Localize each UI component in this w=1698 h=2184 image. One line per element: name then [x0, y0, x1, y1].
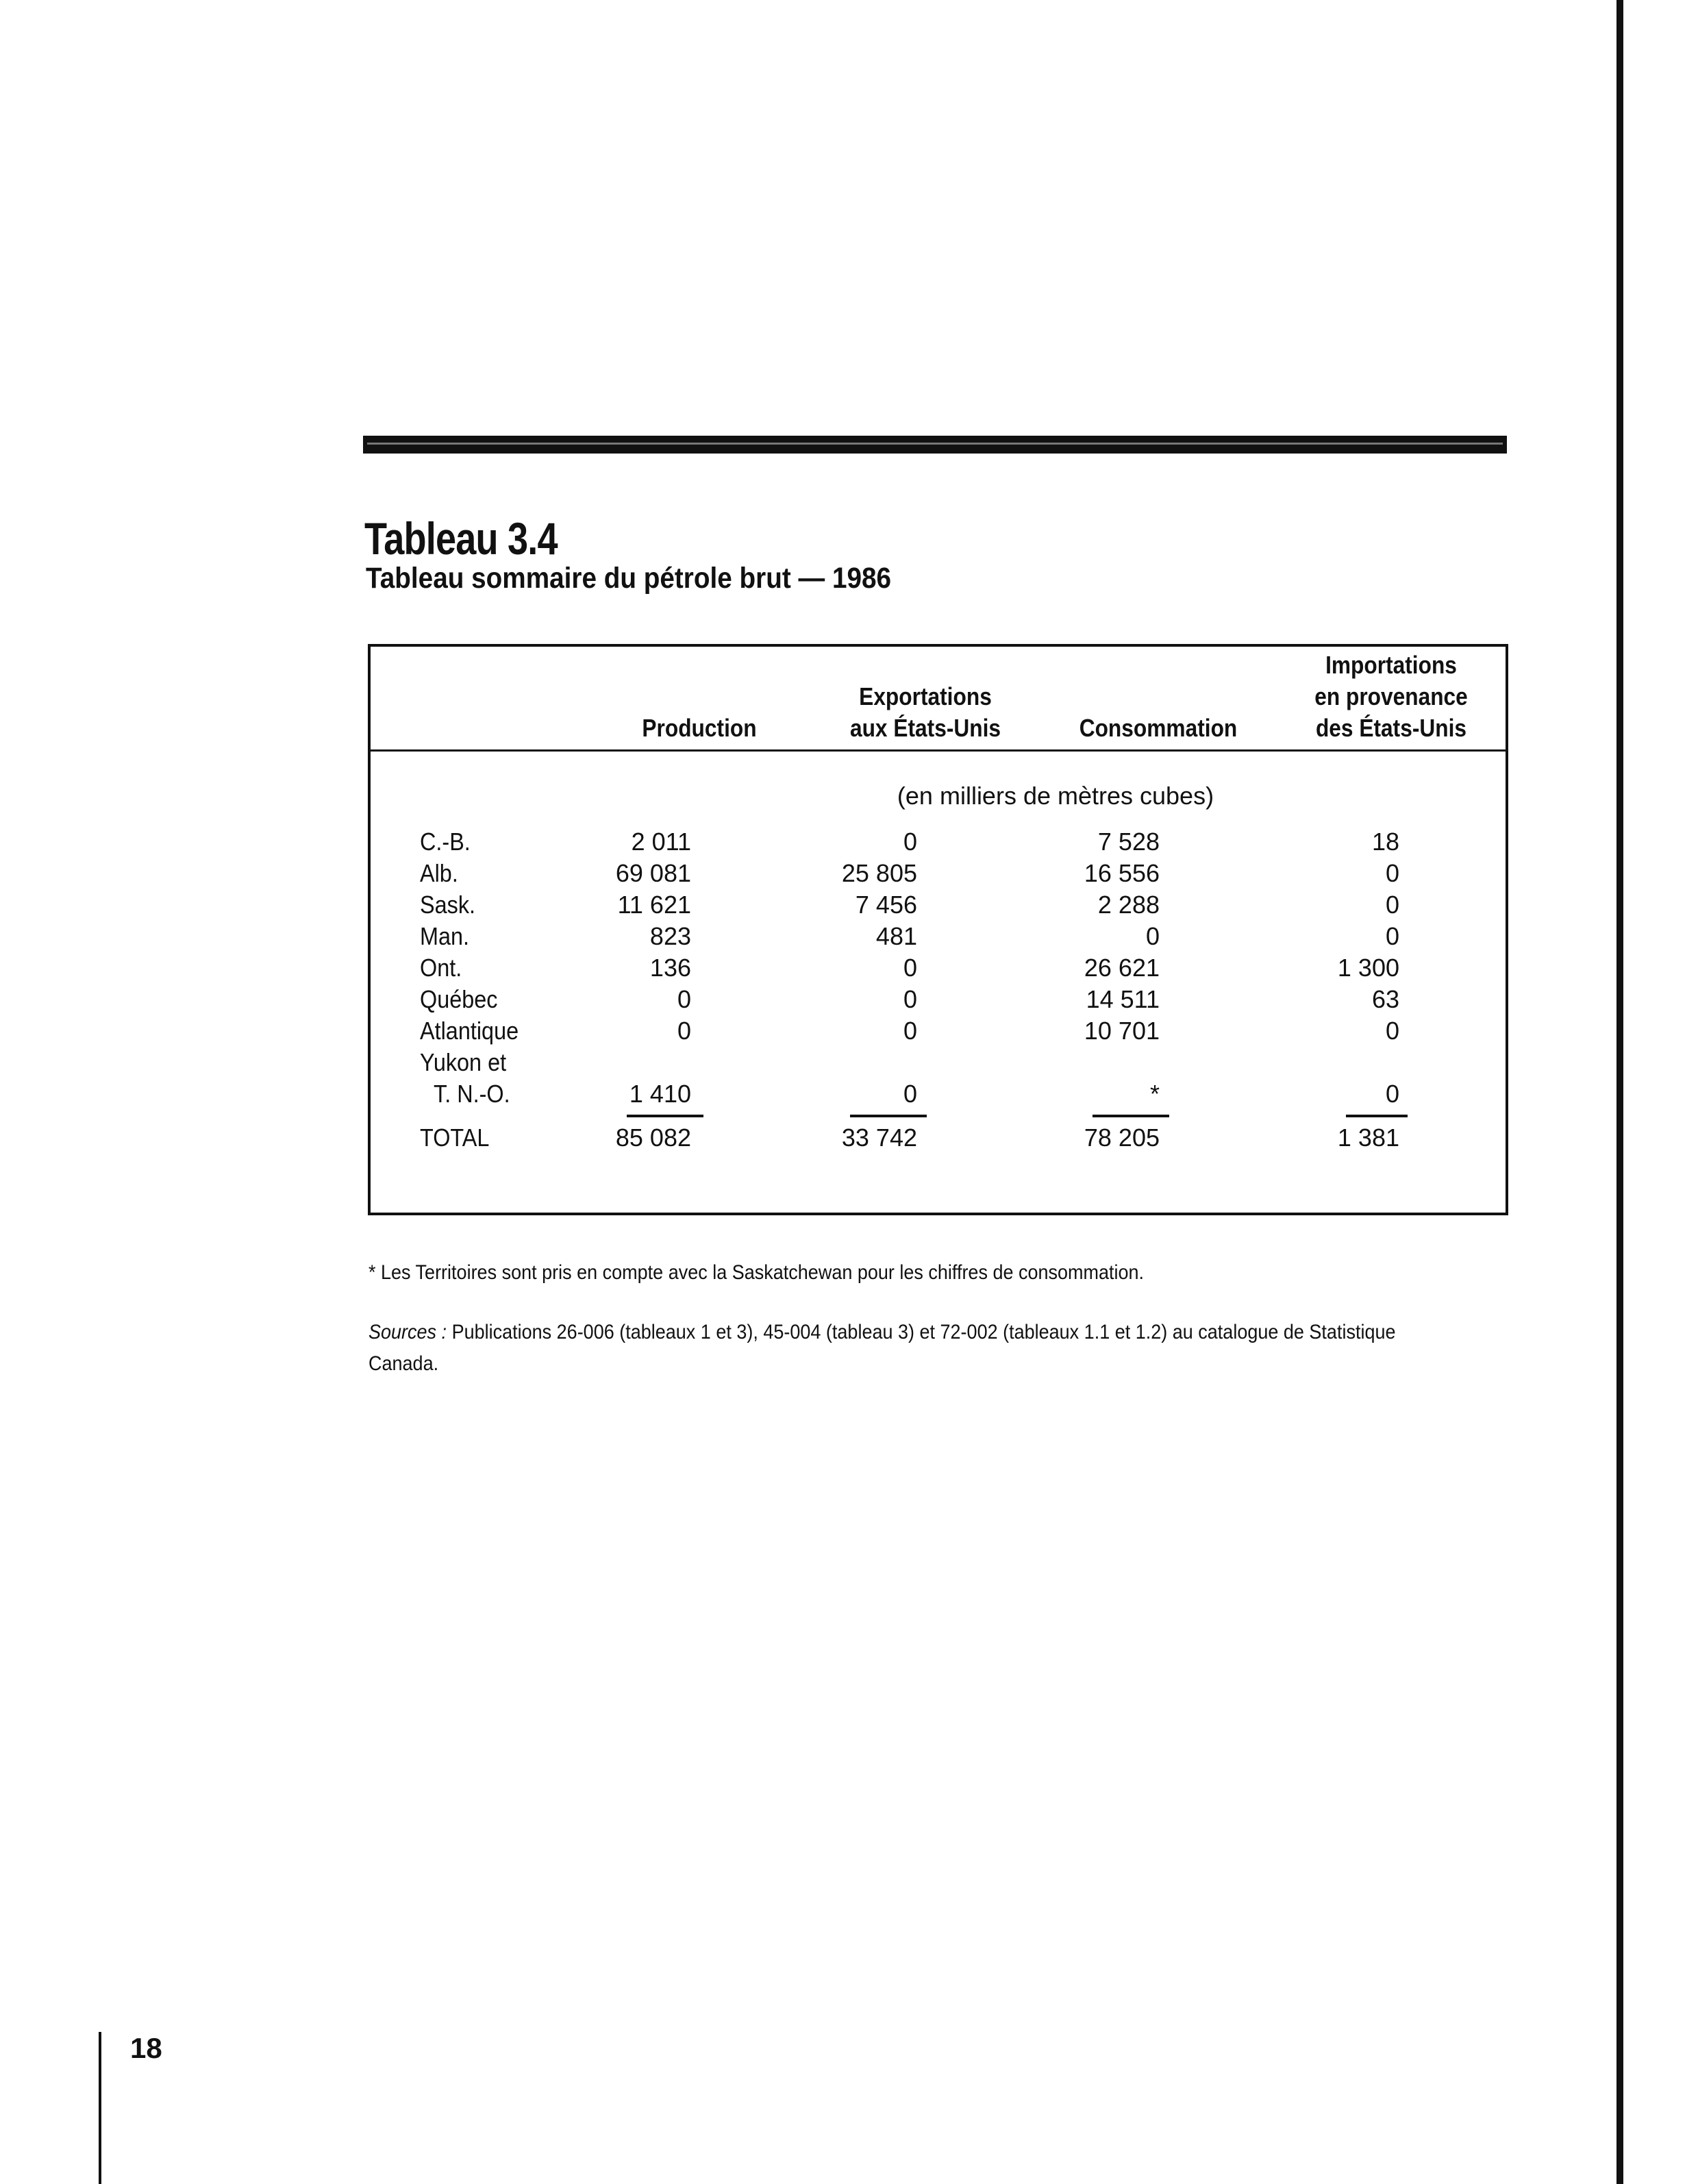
col-header-production: Production: [642, 714, 757, 742]
sources-note: [369, 1317, 1441, 1380]
col-header-consumption: Consommation: [1079, 714, 1238, 742]
sum-line-consumption: [1093, 1115, 1169, 1117]
footnote: * Les Territoires sont pris en compte avec la Saskatchewan pour les chiffres de consommation.: [369, 1261, 1145, 1284]
header-divider: [371, 749, 1506, 752]
page-edge-shadow: [1616, 0, 1623, 2184]
col-header-exports: Exportations aux États-Unis: [849, 682, 1001, 742]
data-table: Production Exportations aux États-Unis Consommation Importations en provenance des États-Unis (en milliers de mètres cubes) C.-B. 2 011 0 7 528 18 Alb. 69 081 25 805 16 556 0 Sask. 11 621 7 456 2 288 0 Man. 823 481 0 0 Ont. 136 0 26 621 1 300 Québec 0 0 14 511 63 Atlantique 0 0 10 701 0 Yukon et T. N.-O. 1 410 0 * 0 TOTAL 85 082 33 742 78 205 1 381: [368, 644, 1508, 1215]
col-header-imports: Importations en provenance des États-Unis: [1314, 651, 1468, 742]
sum-line-imports: [1346, 1115, 1408, 1117]
units-label: (en milliers de mètres cubes): [897, 782, 1214, 810]
page-number: 18: [130, 2032, 162, 2064]
page-margin-bar: [99, 2032, 101, 2184]
sources-text: Publications 26-006 (tableaux 1 et 3), 45-004 (tableau 3) et 72-002 (tableaux 1.1 et 1.2) au catalogue de Statistique Canada.: [369, 1321, 1396, 1375]
table-title: Tableau sommaire du pétrole brut — 1986: [366, 562, 892, 595]
sources-label: Sources :: [369, 1321, 447, 1343]
table-number: Tableau 3.4: [364, 513, 558, 564]
sum-line-production: [627, 1115, 703, 1117]
header-rule: [363, 436, 1507, 454]
sum-line-exports: [850, 1115, 927, 1117]
